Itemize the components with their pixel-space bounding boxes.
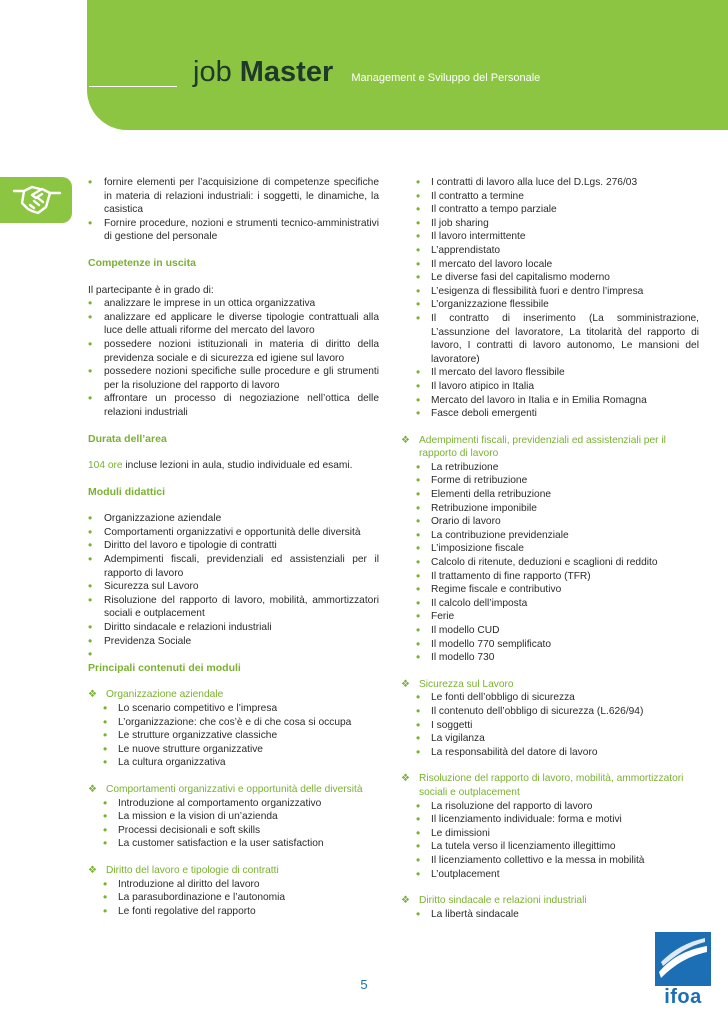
module-section-list [401, 908, 699, 922]
handshake-icon [12, 183, 62, 217]
module-section-list [88, 878, 379, 919]
list-item: • Lo scenario competitivo e l’impresa [103, 702, 379, 716]
list-item: • Diritto sindacale e relazioni industriali [88, 621, 379, 635]
brand-master: Master [239, 56, 334, 88]
ifoa-logo-text: ifoa [664, 986, 702, 1008]
list-item: • L’organizzazione flessibile [416, 298, 699, 312]
list-item: • Risoluzione del rapporto di lavoro, mobilità, ammortizzatori sociali e outplacement [88, 594, 379, 621]
durata-desc: incluse lezioni in aula, studio individuale ed esami. [122, 460, 353, 472]
list-item: • Le fonti dell’obbligo di sicurezza [416, 691, 699, 705]
list-item: • Il contenuto dell’obbligo di sicurezza (L.626/94) [416, 705, 699, 719]
module-section [88, 783, 379, 851]
module-section [401, 434, 699, 665]
list-item: • Organizzazione aziendale [88, 512, 379, 526]
list-item: • Il modello CUD [416, 624, 699, 638]
module-section-list [88, 797, 379, 851]
list-item: • La retribuzione [416, 461, 699, 475]
list-item-empty [88, 648, 379, 662]
list-item: • Orario di lavoro [416, 515, 699, 529]
list-item: • I soggetti [416, 719, 699, 733]
list-item: • Fasce deboli emergenti [416, 407, 699, 421]
continued-list [401, 176, 699, 421]
list-item: • Mercato del lavoro in Italia e in Emilia Romagna [416, 394, 699, 408]
list-item: • Introduzione al comportamento organizzativo [103, 797, 379, 811]
list-item: • Ferie [416, 610, 699, 624]
list-item: • Comportamenti organizzativi e opportunità delle diversità [88, 526, 379, 540]
durata-heading: Durata dell’area [88, 432, 167, 445]
module-section [88, 864, 379, 918]
module-section [88, 688, 379, 770]
module-section-title: ❖ Comportamenti organizzativi e opportunità delle diversità [88, 783, 379, 797]
module-section [401, 772, 699, 881]
list-item: • Calcolo di ritenute, deduzioni e scaglioni di reddito [416, 556, 699, 570]
list-item: • La libertà sindacale [416, 908, 699, 922]
list-item: • Previdenza Sociale [88, 635, 379, 649]
brand-tagline: Management e Sviluppo del Personale [351, 72, 541, 84]
list-item: • Il lavoro atipico in Italia [416, 380, 699, 394]
list-item: • La responsabilità del datore di lavoro [416, 746, 699, 760]
list-item: • Le strutture organizzative classiche [103, 729, 379, 743]
list-item: • Il lavoro intermittente [416, 230, 699, 244]
list-item: • Il mercato del lavoro locale [416, 258, 699, 272]
moduli-heading: Moduli didattici [88, 485, 165, 498]
header-rule [89, 86, 177, 87]
list-item: • affrontare un processo di negoziazione nell’ottica delle relazioni industriali [88, 392, 379, 419]
list-item: • Il contratto a tempo parziale [416, 203, 699, 217]
list-item: • Adempimenti fiscali, previdenziali ed assistenziali per il rapporto di lavoro [88, 553, 379, 580]
list-item: • Il contratto a termine [416, 190, 699, 204]
brand-title [193, 56, 540, 89]
durata-text [88, 459, 379, 473]
competenze-intro: Il partecipante è in grado di: [88, 284, 214, 296]
list-item: • Il calcolo dell’imposta [416, 597, 699, 611]
list-item: • Il trattamento di fine rapporto (TFR) [416, 570, 699, 584]
list-item: • La customer satisfaction e la user satisfaction [103, 837, 379, 851]
module-section-list [88, 702, 379, 770]
durata-hours: 104 ore [88, 460, 123, 472]
intro-list [88, 176, 379, 244]
module-section [401, 894, 699, 921]
list-item: • Il licenziamento collettivo e la messa in mobilità [416, 854, 699, 868]
list-item: • analizzare ed applicare le diverse tipologie contrattuali alla luce delle attuali riforme del mercato del lavoro [88, 311, 379, 338]
module-section-list [401, 800, 699, 882]
list-item: • L’esigenza di flessibilità fuori e dentro l’impresa [416, 285, 699, 299]
module-section [401, 678, 699, 760]
competenze-heading: Competenze in uscita [88, 256, 196, 269]
module-section-list [401, 691, 699, 759]
list-item: • Forme di retribuzione [416, 474, 699, 488]
list-item: • La cultura organizzativa [103, 756, 379, 770]
module-section-list [401, 461, 699, 665]
module-section-title: ❖ Sicurezza sul Lavoro [401, 678, 699, 692]
right-column [401, 176, 699, 921]
module-section-title: ❖ Risoluzione del rapporto di lavoro, mobilità, ammortizzatori sociali e outplacement [401, 772, 699, 799]
moduli-list [88, 512, 379, 662]
list-item: • Diritto del lavoro e tipologie di contratti [88, 539, 379, 553]
ifoa-logo-mark-icon [655, 932, 711, 986]
list-item: • La tutela verso il licenziamento illegittimo [416, 840, 699, 854]
module-section-title: ❖ Adempimenti fiscali, previdenziali ed assistenziali per il rapporto di lavoro [401, 434, 699, 461]
list-item: • Le diverse fasi del capitalismo moderno [416, 271, 699, 285]
list-item: • La parasubordinazione e l’autonomia [103, 891, 379, 905]
list-item: • Il contratto di inserimento (La somministrazione, L’assunzione del lavoratore, La titolarità del rapporto di lavoro, I contratti di lavoro autonomo, Le mansioni del lavoratore) [416, 312, 699, 366]
module-section-title: ❖ Diritto sindacale e relazioni industriali [401, 894, 699, 908]
module-section-title: ❖ Organizzazione aziendale [88, 688, 379, 702]
list-item: • La mission e la vision di un’azienda [103, 810, 379, 824]
list-item: • La risoluzione del rapporto di lavoro [416, 800, 699, 814]
list-item: • Il licenziamento individuale: forma e motivi [416, 813, 699, 827]
list-item: • Le dimissioni [416, 827, 699, 841]
list-item: • Le fonti regolative del rapporto [103, 905, 379, 919]
section-tab [0, 177, 72, 223]
list-item: • Elementi della retribuzione [416, 488, 699, 502]
list-item: • La vigilanza [416, 732, 699, 746]
competenze-list [88, 297, 379, 419]
list-item: • Introduzione al diritto del lavoro [103, 878, 379, 892]
list-item: • Regime fiscale e contributivo [416, 583, 699, 597]
list-item: • analizzare le imprese in un ottica organizzativa [88, 297, 379, 311]
list-item: • possedere nozioni istituzionali in materia di diritto della previdenza sociale e di sicurezza ed igiene sul lavoro [88, 338, 379, 365]
list-item: • L’apprendistato [416, 244, 699, 258]
contenuti-heading: Principali contenuti dei moduli [88, 661, 241, 674]
brand-job: job [193, 56, 232, 88]
list-item: • Retribuzione imponibile [416, 502, 699, 516]
list-item: • Il modello 770 semplificato [416, 638, 699, 652]
list-item: • fornire elementi per l’acquisizione di competenze specifiche in materia di relazioni industriali: i soggetti, le dinamiche, la casistica [88, 176, 379, 217]
list-item: • Le nuove strutture organizzative [103, 743, 379, 757]
list-item: • La contribuzione previdenziale [416, 529, 699, 543]
list-item: • L’outplacement [416, 868, 699, 882]
list-item: • L’organizzazione: che cos’è e di che cosa si occupa [103, 716, 379, 730]
page-number: 5 [360, 977, 368, 992]
list-item: • Il job sharing [416, 217, 699, 231]
list-item: • Il mercato del lavoro flessibile [416, 366, 699, 380]
list-item: • I contratti di lavoro alla luce del D.Lgs. 276/03 [416, 176, 699, 190]
list-item: • Sicurezza sul Lavoro [88, 580, 379, 594]
module-section-title: ❖ Diritto del lavoro e tipologie di contratti [88, 864, 379, 878]
list-item: • Fornire procedure, nozioni e strumenti tecnico-amministrativi di gestione del personale [88, 217, 379, 244]
list-item: • L’imposizione fiscale [416, 542, 699, 556]
list-item: • Processi decisionali e soft skills [103, 824, 379, 838]
list-item: • possedere nozioni specifiche sulle procedure e gli strumenti per la risoluzione del rapporto di lavoro [88, 365, 379, 392]
left-column [88, 176, 379, 918]
list-item: • Il modello 730 [416, 651, 699, 665]
